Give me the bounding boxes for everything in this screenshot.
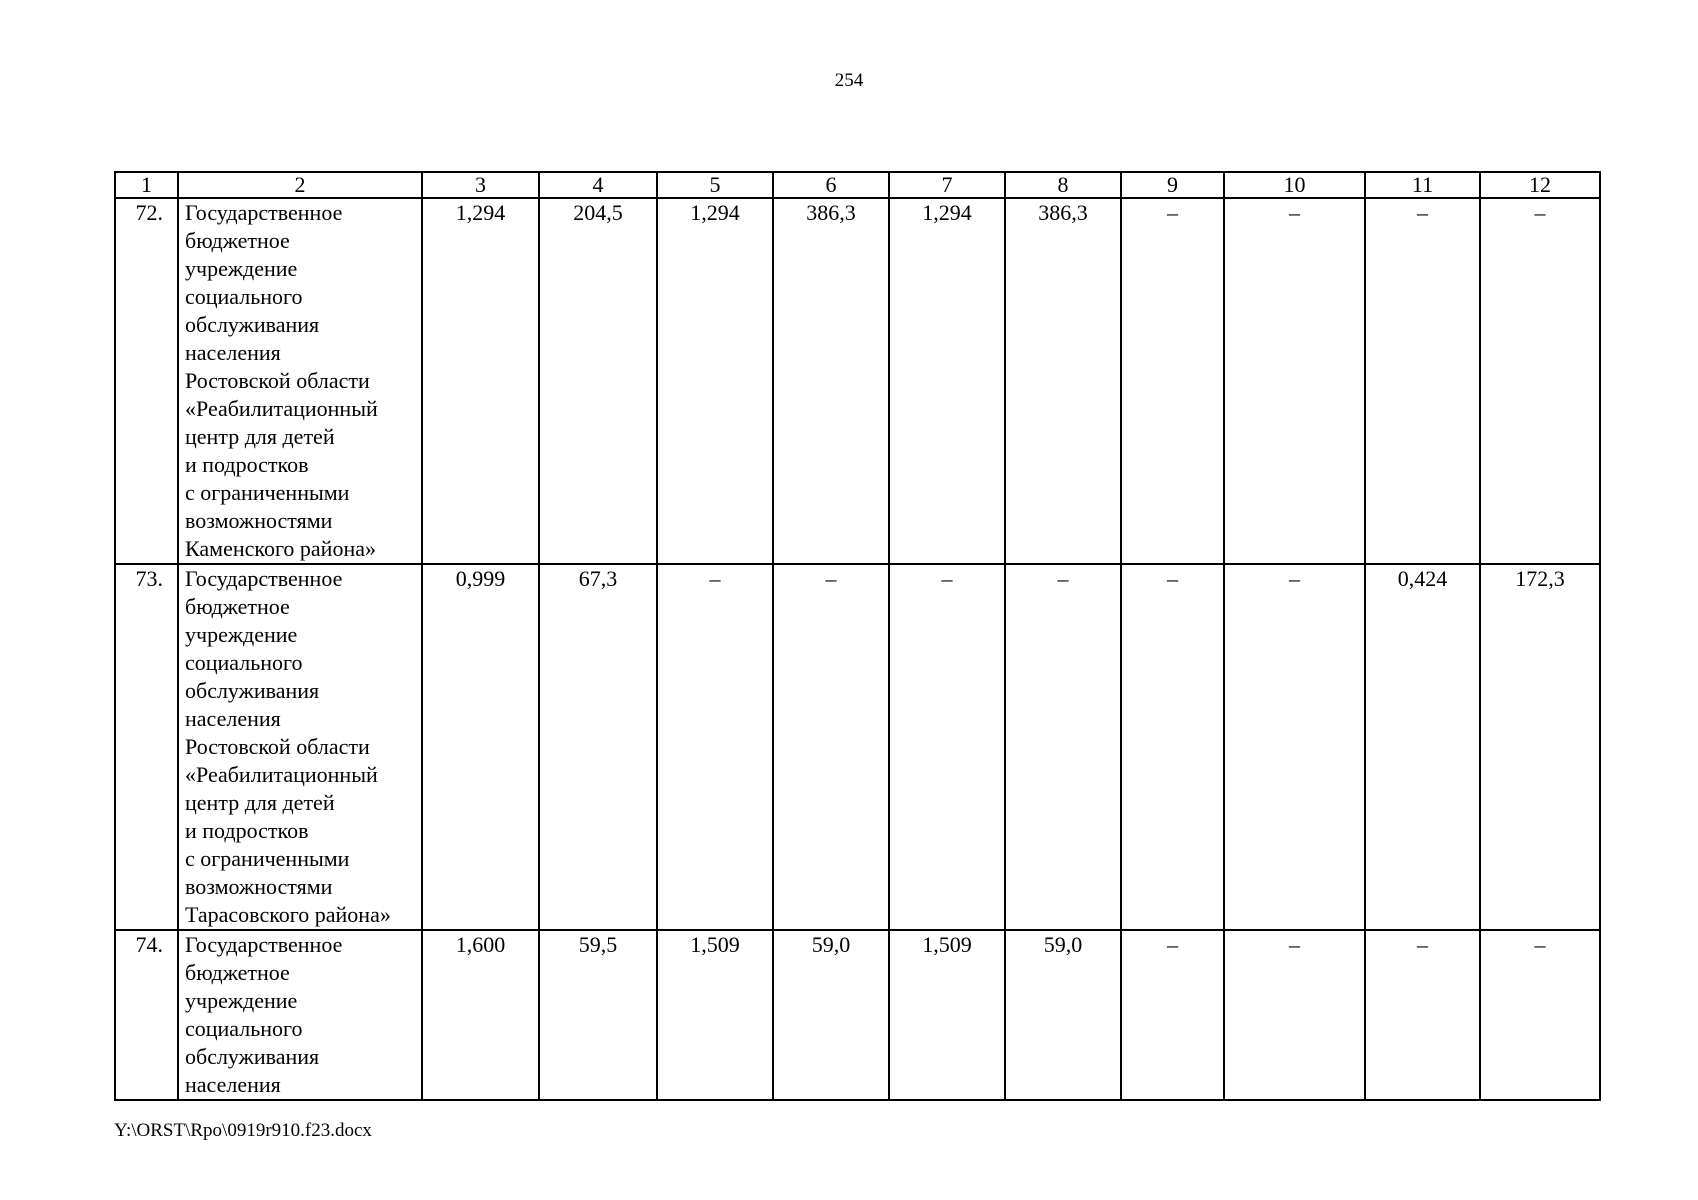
header-cell: 10	[1224, 172, 1365, 198]
value-cell: –	[1224, 198, 1365, 564]
header-cell: 12	[1480, 172, 1600, 198]
header-cell: 9	[1121, 172, 1224, 198]
value-cell: –	[1121, 930, 1224, 1100]
name-line: Государственное	[185, 200, 343, 225]
value-cell: –	[1365, 930, 1480, 1100]
institution-name	[178, 930, 422, 1100]
name-line: и подростков	[185, 452, 309, 477]
name-line: бюджетное	[185, 960, 290, 985]
header-cell: 11	[1365, 172, 1480, 198]
data-table	[114, 171, 1601, 1101]
name-line: населения	[185, 340, 281, 365]
value-cell: –	[1224, 564, 1365, 930]
value-cell: 0,424	[1365, 564, 1480, 930]
value-cell: 1,600	[422, 930, 539, 1100]
value-cell: –	[1365, 198, 1480, 564]
name-line: Ростовской области	[185, 368, 370, 393]
value-cell: –	[1005, 564, 1121, 930]
name-line: центр для детей	[185, 790, 335, 815]
institution-name	[178, 564, 422, 930]
header-cell: 4	[539, 172, 657, 198]
name-line: с ограниченными	[185, 846, 350, 871]
name-line: бюджетное	[185, 228, 290, 253]
name-line: «Реабилитационный	[185, 762, 378, 787]
header-cell: 2	[178, 172, 422, 198]
value-cell: 386,3	[773, 198, 889, 564]
name-line: населения	[185, 706, 281, 731]
table-row	[115, 564, 1600, 930]
header-cell: 6	[773, 172, 889, 198]
value-cell: 1,509	[889, 930, 1005, 1100]
value-cell: –	[1121, 564, 1224, 930]
page-number: 254	[834, 70, 864, 91]
table-header-row	[115, 172, 1600, 198]
name-line: обслуживания	[185, 1044, 320, 1069]
name-line: социального	[185, 1016, 303, 1041]
header-cell: 1	[115, 172, 178, 198]
value-cell: –	[889, 564, 1005, 930]
value-cell: 59,0	[1005, 930, 1121, 1100]
name-line: обслуживания	[185, 312, 320, 337]
name-line: возможностями	[185, 508, 333, 533]
institution-name	[178, 198, 422, 564]
value-cell: 1,294	[889, 198, 1005, 564]
value-cell: 386,3	[1005, 198, 1121, 564]
name-line: бюджетное	[185, 594, 290, 619]
value-cell: 1,294	[657, 198, 773, 564]
value-cell: –	[1224, 930, 1365, 1100]
name-line: населения	[185, 1072, 281, 1097]
value-cell: 67,3	[539, 564, 657, 930]
table-row	[115, 198, 1600, 564]
header-cell: 3	[422, 172, 539, 198]
value-cell: –	[657, 564, 773, 930]
name-line: центр для детей	[185, 424, 335, 449]
value-cell: –	[1480, 198, 1600, 564]
value-cell: –	[1121, 198, 1224, 564]
footer-file-path: Y:\ORST\Rpo\0919r910.f23.docx	[114, 1120, 372, 1141]
row-number: 72.	[115, 198, 178, 564]
header-cell: 8	[1005, 172, 1121, 198]
name-line: Тарасовского района»	[185, 902, 391, 927]
name-line: Государственное	[185, 932, 343, 957]
value-cell: 59,0	[773, 930, 889, 1100]
value-cell: 1,509	[657, 930, 773, 1100]
value-cell: 204,5	[539, 198, 657, 564]
name-line: обслуживания	[185, 678, 320, 703]
name-line: учреждение	[185, 988, 298, 1013]
value-cell: 172,3	[1480, 564, 1600, 930]
value-cell: 0,999	[422, 564, 539, 930]
value-cell: –	[1480, 930, 1600, 1100]
name-line: социального	[185, 284, 303, 309]
value-cell: 1,294	[422, 198, 539, 564]
name-line: Каменского района»	[185, 536, 376, 561]
name-line: «Реабилитационный	[185, 396, 378, 421]
row-number: 74.	[115, 930, 178, 1100]
name-line: учреждение	[185, 256, 298, 281]
name-line: и подростков	[185, 818, 309, 843]
value-cell: 59,5	[539, 930, 657, 1100]
name-line: учреждение	[185, 622, 298, 647]
table-row	[115, 930, 1600, 1100]
table-container	[114, 171, 1601, 1101]
name-line: с ограниченными	[185, 480, 350, 505]
name-line: Ростовской области	[185, 734, 370, 759]
value-cell: –	[773, 564, 889, 930]
header-cell: 5	[657, 172, 773, 198]
row-number: 73.	[115, 564, 178, 930]
name-line: возможностями	[185, 874, 333, 899]
name-line: Государственное	[185, 566, 343, 591]
name-line: социального	[185, 650, 303, 675]
header-cell: 7	[889, 172, 1005, 198]
